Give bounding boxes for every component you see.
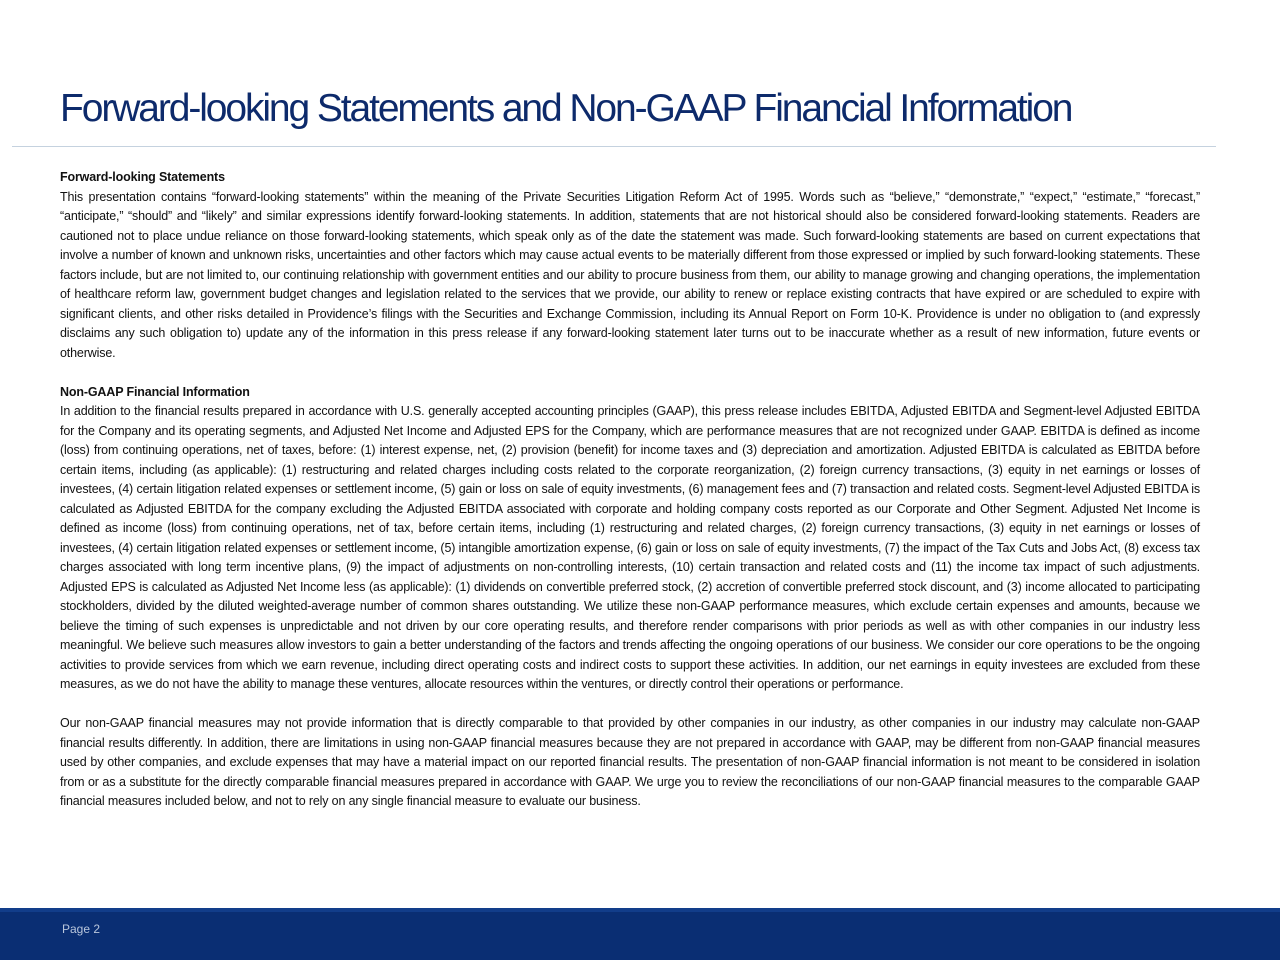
section-spacer	[60, 363, 1200, 383]
title-divider	[12, 146, 1216, 147]
non-gaap-paragraph-1: In addition to the financial results prepared in accordance with U.S. generally accepted accounting principles (GAAP), this press release includes EBITDA, Adjusted EBITDA and Segment-level Adjusted EBITDA for the Company and its operating segments, and Adjusted Net Income and Adjusted EPS for the Company, which are performance measures that are not recognized under GAAP. EBITDA is defined as income (loss) from continuing operations, net of taxes, before: (1) interest expense, net, (2) provision (benefit) for income taxes and (3) depreciation and amortization. Adjusted EBITDA is calculated as EBITDA before certain items, including (as applicable): (1) restructuring and related charges including costs related to the corporate reorganization, (2) foreign currency transactions, (3) equity in net earnings or losses of investees, (4) certain litigation related expenses or settlement income, (5) gain or loss on sale of equity investments, (6) management fees and (7) transaction and related costs. Segment-level Adjusted EBITDA is calculated as Adjusted EBITDA for the company excluding the Adjusted EBITDA associated with corporate and holding company costs reported as our Corporate and Other Segment. Adjusted Net Income is defined as income (loss) from continuing operations, net of tax, before certain items, including (1) restructuring and related charges, (2) foreign currency transactions, (3) equity in net earnings or losses of investees, (4) certain litigation related expenses or settlement income, (5) intangible amortization expense, (6) gain or loss on sale of equity investments, (7) the impact of the Tax Cuts and Jobs Act, (8) excess tax charges associated with long term incentive plans, (9) the impact of adjustments on non-controlling interests, (10) certain transaction and related costs and (11) the income tax impact of such adjustments. Adjusted EPS is calculated as Adjusted Net Income less (as applicable): (1) dividends on convertible preferred stock, (2) accretion of convertible preferred stock discount, and (3) income allocated to participating stockholders, divided by the diluted weighted-average number of common shares outstanding. We utilize these non-GAAP performance measures, which exclude certain expenses and amounts, because we believe the timing of such expenses is unpredictable and not driven by our core operating results, and therefore render comparisons with prior periods as well as with other companies in our industry less meaningful. We believe such measures allow investors to gain a better understanding of the factors and trends affecting the ongoing operations of our business. We consider our core operations to be the ongoing activities to provide services from which we earn revenue, including direct operating costs and indirect costs to support these activities. In addition, our net earnings in equity investees are excluded from these measures, as we do not have the ability to manage these ventures, allocate resources within the ventures, or directly control their operations or performance.	[60, 404, 1200, 691]
document-body	[60, 168, 1200, 812]
footer-bar	[0, 908, 1280, 960]
paragraph-spacer	[60, 695, 1200, 715]
non-gaap-heading: Non-GAAP Financial Information	[60, 384, 250, 399]
page-number: Page 2	[62, 922, 101, 936]
page-title: Forward-looking Statements and Non-GAAP Financial Information	[60, 87, 1072, 130]
non-gaap-paragraph-2: Our non-GAAP financial measures may not provide information that is directly comparable to that provided by other companies in our industry, as other companies in our industry may calculate non-GAAP financial results differently. In addition, there are limitations in using non-GAAP financial measures because they are not prepared in accordance with GAAP, may be different from non-GAAP financial measures used by other companies, and exclude expenses that may have a material impact on our reported financial results. The presentation of non-GAAP financial information is not meant to be considered in isolation from or as a substitute for the directly comparable financial measures prepared in accordance with GAAP. We urge you to review the reconciliations of our non-GAAP financial measures to the comparable GAAP financial measures included below, and not to rely on any single financial measure to evaluate our business.	[60, 716, 1200, 808]
forward-looking-heading: Forward-looking Statements	[60, 170, 225, 184]
footer-accent-line	[0, 908, 1280, 912]
forward-looking-paragraph: This presentation contains “forward-looking statements” within the meaning of the Private Securities Litigation Reform Act of 1995. Words such as “believe,” “demonstrate,” “expect,” “estimate,” “forecast,” “anticipate,” “should” and “likely” and similar expressions identify forward-looking statements. In addition, statements that are not historical should also be considered forward-looking statements. Readers are cautioned not to place undue reliance on those forward-looking statements, which speak only as of the date the statement was made. Such forward-looking statements are based on current expectations that involve a number of known and unknown risks, uncertainties and other factors which may cause actual events to be materially different from those expressed or implied by such forward-looking statements. These factors include, but are not limited to, our continuing relationship with government entities and our ability to procure business from them, our ability to manage growing and changing operations, the implementation of healthcare reform law, government budget changes and legislation related to the services that we provide, our ability to renew or replace existing contracts that have expired or are scheduled to expire with significant clients, and other risks detailed in Providence’s filings with the Securities and Exchange Commission, including its Annual Report on Form 10-K. Providence is under no obligation to (and expressly disclaims any such obligation to) update any of the information in this press release if any forward-looking statement later turns out to be inaccurate whether as a result of new information, future events or otherwise.	[60, 189, 1200, 360]
